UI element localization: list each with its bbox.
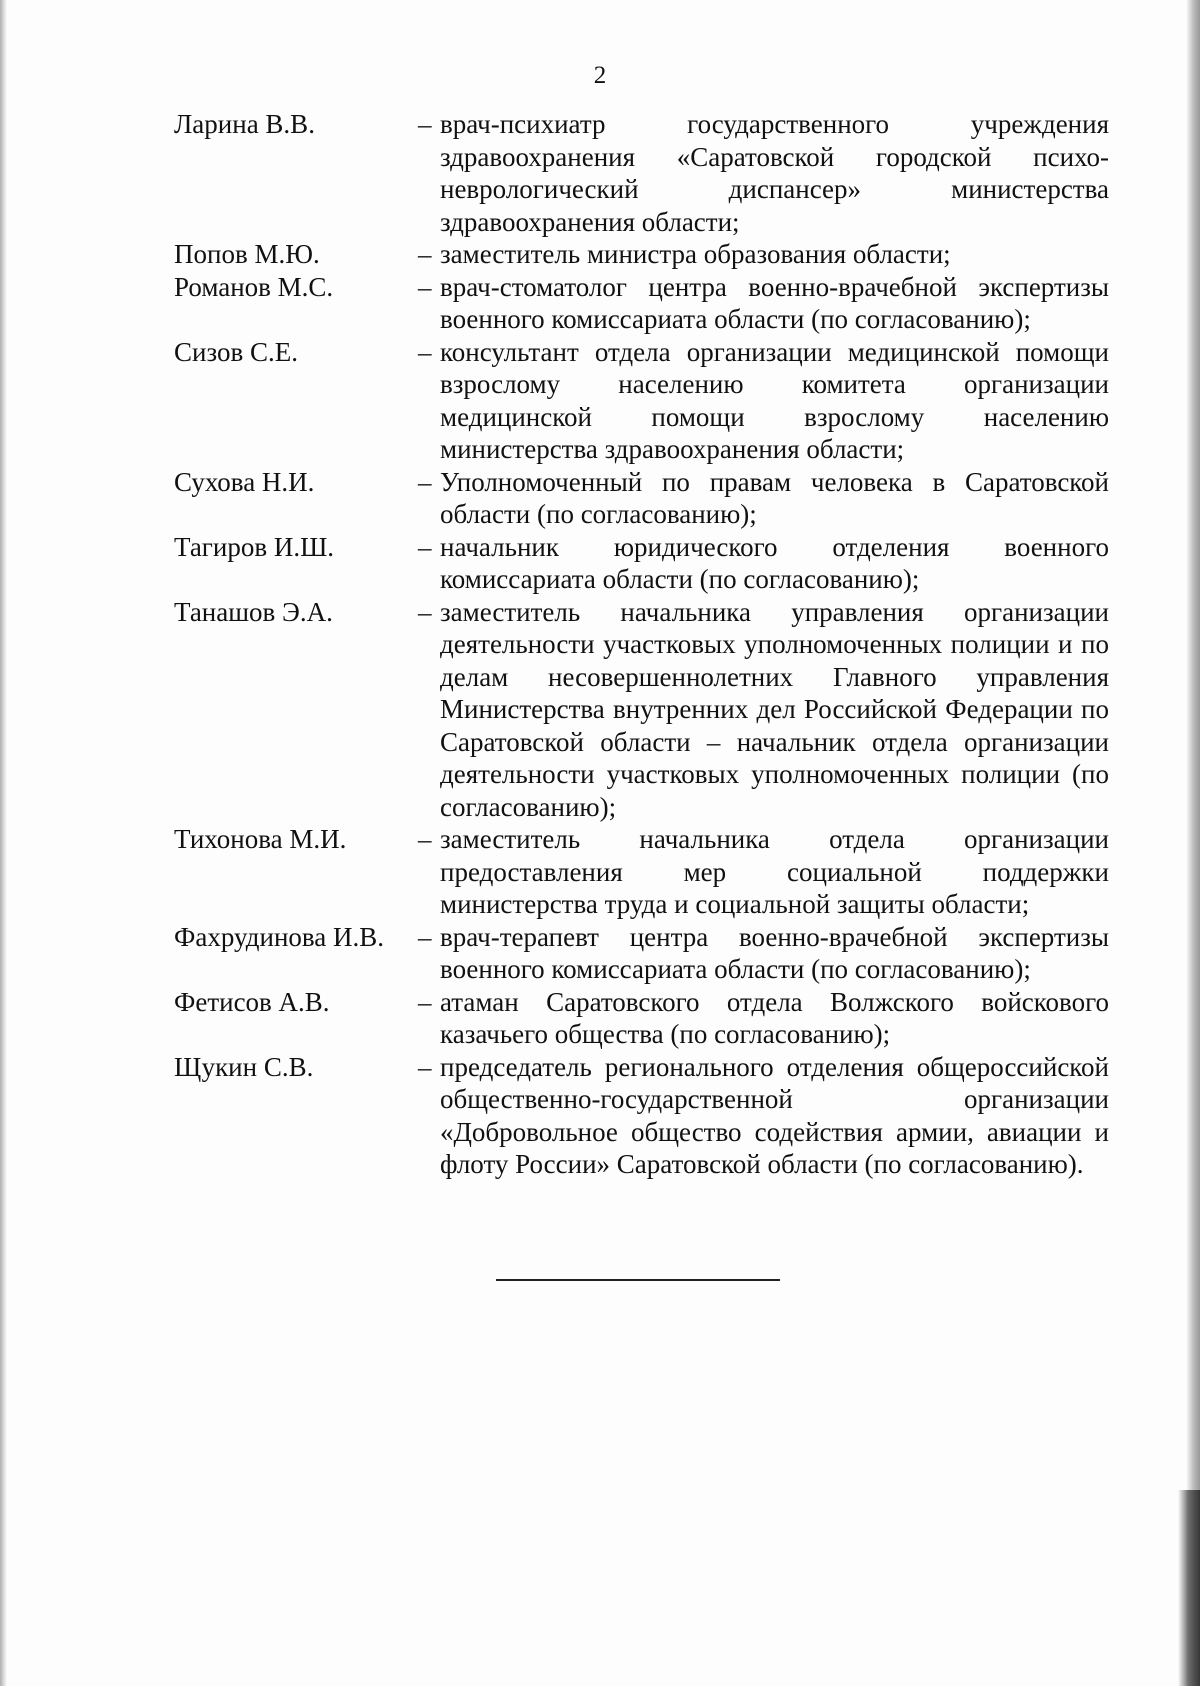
- member-row: [174, 238, 1109, 271]
- member-row: [174, 108, 1109, 238]
- member-name: Фетисов А.В.: [174, 986, 330, 1017]
- member-role: заместитель начальника отдела организации предоставления мер социальной поддержки министерства труда и социальной защиты области;: [440, 824, 1109, 919]
- member-role: заместитель министра образования области;: [440, 239, 951, 269]
- member-role: врач-стоматолог центра военно-врачебной экспертизы военного комиссариата области (по согласованию);: [440, 271, 1109, 334]
- member-row: [174, 823, 1109, 921]
- member-name: Щукин С.В.: [174, 1051, 314, 1082]
- member-name: Танашов Э.А.: [174, 596, 333, 627]
- member-name: Романов М.С.: [174, 271, 334, 302]
- member-dash: –: [418, 986, 432, 1017]
- member-dash: –: [418, 271, 432, 302]
- member-name: Сизов С.Е.: [174, 336, 298, 367]
- member-row: [174, 336, 1109, 466]
- page-number: 2: [593, 62, 607, 89]
- member-row: [174, 921, 1109, 986]
- member-role: атаман Саратовского отдела Волжского войскового казачьего общества (по согласованию);: [440, 986, 1109, 1049]
- member-role: консультант отдела организации медицинской помощи взрослому населению комитета организации медицинской помощи взрослому населению министерства здравоохранения области;: [440, 336, 1109, 464]
- member-row: [174, 271, 1109, 336]
- member-dash: –: [418, 921, 432, 952]
- scan-shadow-right: [1186, 0, 1200, 1686]
- member-row: [174, 466, 1109, 531]
- members-list: [174, 108, 1109, 1181]
- member-name: Тагиров И.Ш.: [174, 531, 335, 562]
- member-dash: –: [418, 239, 432, 269]
- member-role: начальник юридического отделения военного комиссариата области (по согласованию);: [440, 531, 1109, 594]
- member-dash: –: [418, 824, 432, 854]
- scan-shadow-left: [0, 0, 7, 1686]
- end-of-list-rule: [496, 1279, 780, 1281]
- member-dash: –: [418, 109, 432, 139]
- scan-shadow-right-bottom: [1178, 1490, 1200, 1686]
- member-name: Тихонова М.И.: [174, 824, 347, 854]
- member-dash: –: [418, 1051, 432, 1082]
- member-row: [174, 986, 1109, 1051]
- member-dash: –: [418, 596, 432, 627]
- member-row: [174, 596, 1109, 824]
- member-role: врач-психиатр государственного учреждения здравоохранения «Саратовской городской психо-неврологический диспансер» министерства здравоохранения области;: [440, 109, 1109, 237]
- member-row: [174, 531, 1109, 596]
- member-role: врач-терапевт центра военно-врачебной экспертизы военного комиссариата области (по согласованию);: [440, 921, 1109, 984]
- member-name: Ларина В.В.: [174, 109, 315, 139]
- member-role: председатель регионального отделения общероссийской общественно-государственной организации «Добровольное общество содействия армии, авиации и флоту России» Саратовской области (по согласованию).: [440, 1051, 1109, 1179]
- member-role: Уполномоченный по правам человека в Саратовской области (по согласованию);: [440, 466, 1109, 529]
- member-dash: –: [418, 336, 432, 367]
- member-role: заместитель начальника управления организации деятельности участковых уполномоченных полиции и по делам несовершеннолетних Главного управления Министерства внутренних дел Российской Федерации по Саратовской области – начальник отдела организации деятельности участковых уполномоченных полиции (по согласованию);: [440, 596, 1109, 822]
- member-name: Фахрудинова И.В.: [174, 921, 385, 952]
- member-dash: –: [418, 466, 432, 497]
- member-row: [174, 1051, 1109, 1181]
- member-dash: –: [418, 531, 432, 562]
- member-name: Сухова Н.И.: [174, 466, 315, 497]
- member-name: Попов М.Ю.: [174, 239, 320, 269]
